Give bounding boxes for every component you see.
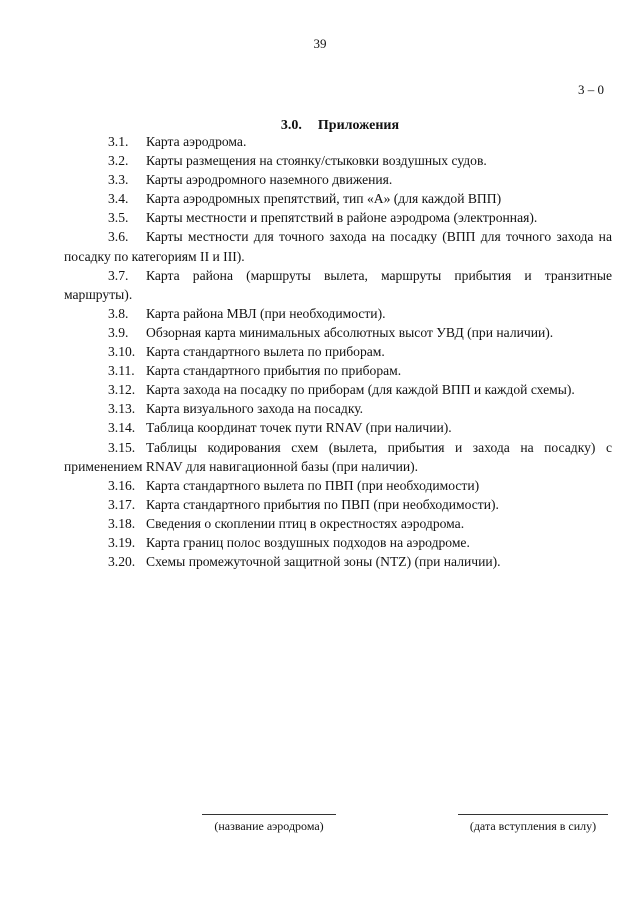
list-item <box>64 552 612 571</box>
item-number: 3.19. <box>108 534 136 550</box>
item-number: 3.12. <box>108 382 136 398</box>
signature-line <box>202 814 336 815</box>
list-item <box>64 476 612 495</box>
list-item <box>64 208 612 227</box>
item-number: 3.7. <box>108 267 129 283</box>
item-text: Карта границ полос воздушных подходов на аэродроме. <box>146 534 470 550</box>
item-text: Карта захода на посадку по приборам (для каждой ВПП и каждой схемы). <box>146 382 575 398</box>
signature-line <box>458 814 608 815</box>
item-text: Карты местности и препятствий в районе аэродрома (электронная). <box>146 210 538 226</box>
item-text: Сведения о скоплении птиц в окрестностях аэродрома. <box>146 515 465 531</box>
list-item <box>64 227 612 265</box>
list-item <box>64 304 612 323</box>
item-number: 3.14. <box>108 420 136 436</box>
item-number: 3.18. <box>108 515 136 531</box>
item-number: 3.11. <box>108 363 135 379</box>
aerodrome-name-signature <box>202 814 336 834</box>
list-item <box>64 342 612 361</box>
section-title-text: Приложения <box>317 118 400 133</box>
list-item <box>64 189 612 208</box>
item-number: 3.3. <box>108 172 129 188</box>
item-number: 3.5. <box>108 210 129 226</box>
item-number: 3.6. <box>108 229 129 245</box>
list-item <box>64 380 612 399</box>
item-text: Карта стандартного вылета по ПВП (при необходимости) <box>146 477 480 493</box>
effective-date-caption: (дата вступления в силу) <box>469 819 597 833</box>
item-number: 3.17. <box>108 496 136 512</box>
list-item <box>64 170 612 189</box>
item-number: 3.13. <box>108 401 136 417</box>
item-text: Карта аэродрома. <box>146 134 247 149</box>
item-text: Карта стандартного прибытия по ПВП (при необходимости). <box>146 496 499 512</box>
list-item <box>64 533 612 552</box>
item-number: 3.16. <box>108 477 136 493</box>
item-number: 3.1. <box>108 134 129 149</box>
item-text: Обзорная карта минимальных абсолютных высот УВД (при наличии). <box>146 324 554 340</box>
item-text: Карта района МВЛ (при необходимости). <box>146 305 386 321</box>
item-text: Карта района (маршруты вылета, маршруты прибытия и транзитные маршруты). <box>64 267 612 302</box>
item-text: Схемы промежуточной защитной зоны (NTZ) (при наличии). <box>146 554 501 570</box>
item-number: 3.4. <box>108 191 129 207</box>
item-text: Карта аэродромных препятствий, тип «А» (для каждой ВПП) <box>146 191 502 207</box>
item-number: 3.9. <box>108 324 129 340</box>
list-item <box>64 323 612 342</box>
item-number: 3.10. <box>108 344 136 360</box>
item-text: Карты размещения на стоянку/стыковки воздушных судов. <box>146 153 487 169</box>
item-number: 3.20. <box>108 554 136 570</box>
item-text: Таблица координат точек пути RNAV (при наличии). <box>146 420 452 436</box>
list-item <box>64 151 612 170</box>
item-text: Карта визуального захода на посадку. <box>146 401 364 417</box>
item-text: Карты аэродромного наземного движения. <box>146 172 393 188</box>
item-number: 3.2. <box>108 153 129 169</box>
appendix-list <box>64 132 612 571</box>
aerodrome-name-caption: (название аэродрома) <box>214 819 324 833</box>
list-item <box>64 266 612 304</box>
list-item <box>64 418 612 437</box>
item-number: 3.15. <box>108 439 136 455</box>
item-text: Карта стандартного прибытия по приборам. <box>146 363 402 379</box>
list-item <box>64 495 612 514</box>
section-code: 3 – 0 <box>578 82 604 97</box>
item-number: 3.8. <box>108 305 129 321</box>
list-item <box>64 399 612 418</box>
list-item <box>64 438 612 476</box>
section-title-number: 3.0. <box>280 118 302 133</box>
item-text: Таблицы кодирования схем (вылета, прибытия и захода на посадку) с применением RNAV для навигационной базы (при наличии). <box>64 439 612 474</box>
page-number: 39 <box>313 36 327 51</box>
item-text: Карта стандартного вылета по приборам. <box>146 344 385 360</box>
list-item <box>64 361 612 380</box>
item-text: Карты местности для точного захода на посадку (ВПП для точного захода на посадку по категориям II и III). <box>64 229 612 264</box>
list-item <box>64 132 612 151</box>
effective-date-signature <box>458 814 608 834</box>
list-item <box>64 514 612 533</box>
